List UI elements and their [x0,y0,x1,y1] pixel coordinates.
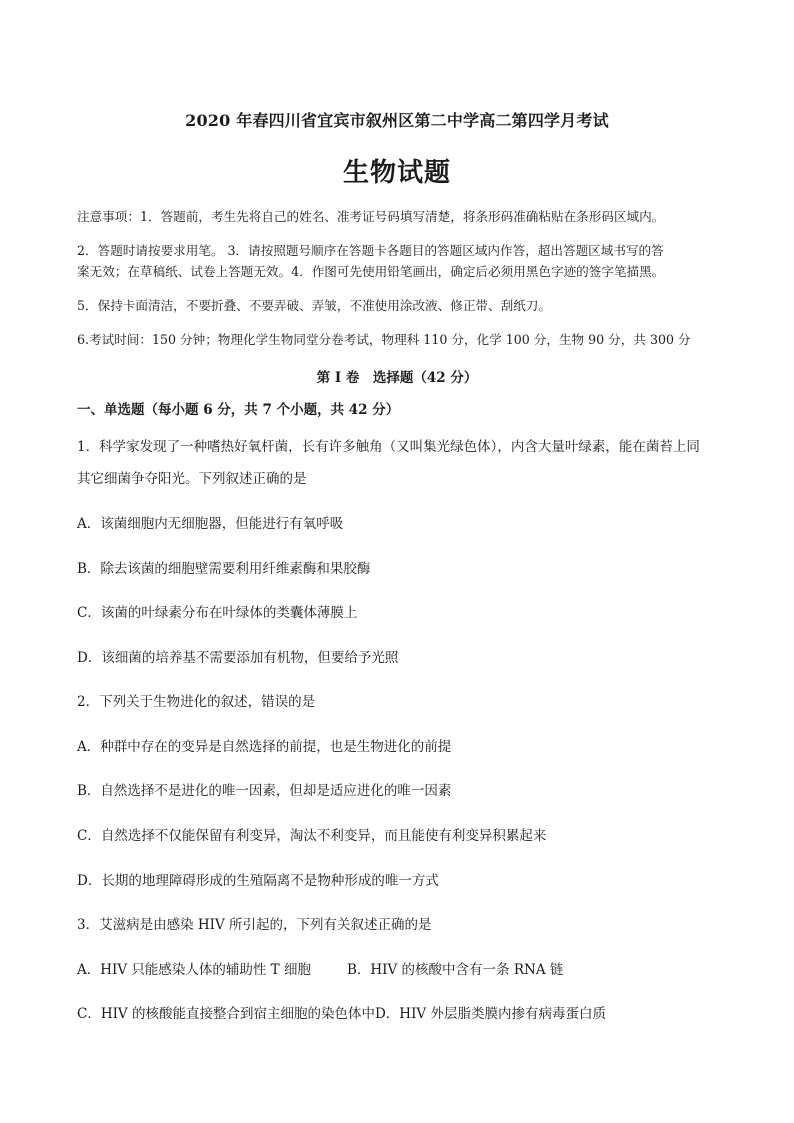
subsection-title: 一、单选题（每小题 6 分，共 7 个小题，共 42 分） [77,402,400,418]
question-3-option-d: D．HIV 外层脂类膜内掺有病毒蛋白质 [374,1006,606,1022]
question-3-option-a: A．HIV 只能感染人体的辅助性 T 细胞 [77,962,311,978]
question-2-option-a: A．种群中存在的变异是自然选择的前提，也是生物进化的前提 [77,739,452,755]
question-3-option-c: C．HIV 的核酸能直接整合到宿主细胞的染色体中 [77,1006,375,1022]
question-2-option-b: B．自然选择不是进化的唯一因素，但却是适应进化的唯一因素 [77,783,452,799]
question-3-options-row-2 [77,1004,725,1024]
question-2-stem: 2．下列关于生物进化的叙述，错误的是 [77,694,316,710]
question-1-option-b: B．除去该菌的细胞壁需要利用纤维素酶和果胶酶 [77,561,371,577]
part-title: 第 I 卷 选择题（42 分） [316,370,478,386]
notice-line-2b: 案无效；在草稿纸、试卷上答题无效。4．作图可先使用铅笔画出，确定后必须用黑色字迹的签字笔描黑。 [77,264,665,279]
notice-line-3: 5．保持卡面清洁，不要折叠、不要弄破、弄皱，不准使用涂改液、修正带、刮纸刀。 [77,298,551,313]
subject-title: 生物试题 [342,158,451,188]
question-3-options-row-1 [77,960,725,980]
exam-title: 2020 年春四川省宜宾市叙州区第二中学高二第四学月考试 [185,111,609,130]
question-1-option-d: D．该细菌的培养基不需要添加有机物，但要给予光照 [77,650,399,666]
question-3-stem: 3．艾滋病是由感染 HIV 所引起的，下列有关叙述正确的是 [77,917,432,933]
question-2-option-d: D．长期的地理障碍形成的生殖隔离不是物种形成的唯一方式 [77,873,439,889]
question-1-stem-line-1: 1．科学家发现了一种嗜热好氧杆菌，长有许多触角（又叫集光绿色体），内含大量叶绿素，能在菌苔上同 [77,439,700,455]
notice-line-2a: 2．答题时请按要求用笔。 3．请按照题号顺序在答题卡各题目的答题区域内作答，超出答题区域书写的答 [77,243,664,258]
question-2-option-c: C．自然选择不仅能保留有利变异，淘汰不利变异，而且能使有利变异积累起来 [77,828,547,844]
question-1-option-c: C．该菌的叶绿素分布在叶绿体的类囊体薄膜上 [77,605,358,621]
question-3-option-b: B．HIV 的核酸中含有一条 RNA 链 [346,962,564,978]
notice-line-1: 注意事项：1．答题前，考生先将自己的姓名、准考证号码填写清楚，将条形码准确粘贴在条形码区域内。 [77,209,665,224]
notice-line-4: 6.考试时间：150 分钟；物理化学生物同堂分卷考试，物理科 110 分，化学 100 分，生物 90 分，共 300 分 [77,332,691,347]
question-1-option-a: A．该菌细胞内无细胞器，但能进行有氧呼吸 [77,516,344,532]
question-1-stem-line-2: 其它细菌争夺阳光。下列叙述正确的是 [77,471,307,487]
